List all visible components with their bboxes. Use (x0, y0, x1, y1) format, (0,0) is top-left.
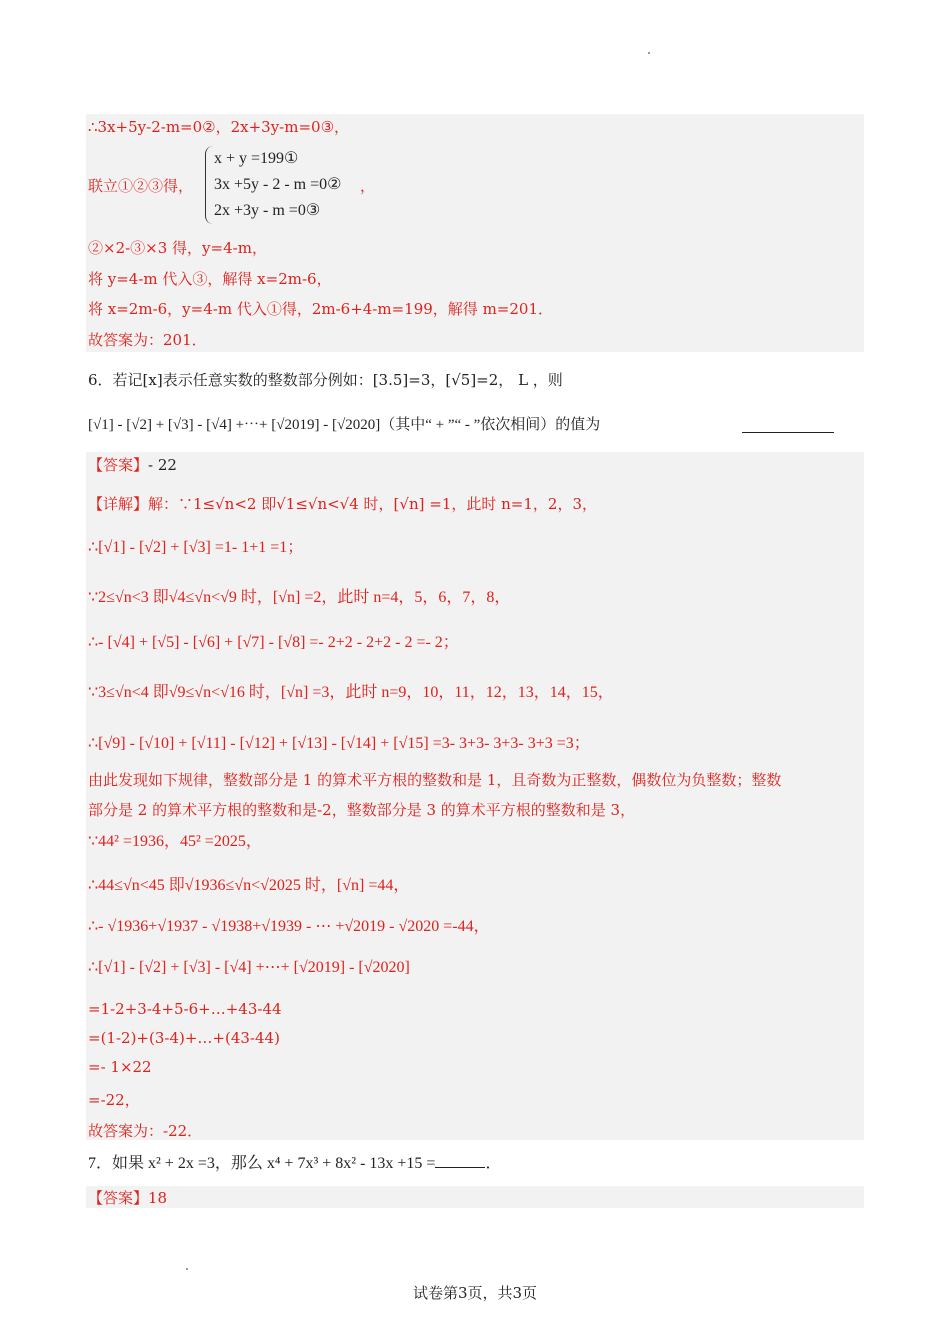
detail-line: 故答案为：-22． (88, 1122, 203, 1140)
footer-mark (186, 1268, 188, 1270)
answer-label: 【答案】 (88, 456, 149, 474)
detail-line: ∵2≤√n<3 即√4≤√n<√9 时，[√n] =2，此时 n=4，5，6，7，8， (88, 589, 511, 606)
detail-line: ∴- [√4] + [√5] - [√6] + [√7] - [√8] =- 2+2 - 2+2 - 2 =- 2； (88, 634, 459, 651)
question-7-text: 7．如果 x² + 2x =3，那么 x⁴ + 7x³ + 8x² - 13x +15 = (88, 1155, 436, 1172)
text-line: 联立①②③得， (88, 177, 194, 195)
solution-block-7 (86, 1186, 864, 1208)
answer-value: - 22 (148, 456, 177, 474)
answer-line (88, 454, 177, 476)
question-7-end: ． (485, 1155, 502, 1172)
equation-row: x + y =199① (214, 150, 299, 167)
detail-text: 解：∵1≤√n<2 即√1≤√n<√4 时，[√n] =1，此时 n=1，2，3， (148, 495, 597, 513)
answer-blank (435, 1153, 485, 1168)
question-7-line (88, 1153, 501, 1175)
detail-line: ∴[√1] - [√2] + [√3] - [√4] +⋯+ [√2019] - [√2020] (88, 959, 410, 976)
detail-label: 【详解】 (88, 495, 149, 513)
detail-line: ∴44≤√n<45 即√1936≤√n<√2025 时，[√n] =44， (88, 877, 410, 894)
header-mark (648, 52, 650, 54)
answer-line (88, 1187, 167, 1209)
detail-line: 由此发现如下规律，整数部分是 1 的算术平方根的整数和是 1，且奇数为正整数，偶数位为负整数；整数 (88, 771, 782, 789)
detail-line: ∴- √1936+√1937 - √1938+√1939 - ⋯ +√2019 - √2020 =-44， (88, 918, 490, 935)
detail-line: =-22， (88, 1091, 140, 1109)
text-line: ②×2-③×3 得，y=4-m， (88, 239, 267, 257)
detail-line: =1-2+3-4+5-6+…+43-44 (88, 1000, 282, 1018)
text-line: ， (360, 177, 376, 195)
detail-line: ∵44² =1936，45² =2025， (88, 833, 262, 850)
text-line: 将 x=2m-6，y=4-m 代入①得，2m-6+4-m=199，解得 m=201． (88, 300, 553, 318)
detail-line (88, 493, 597, 515)
answer-blank (742, 418, 834, 433)
detail-line: =- 1×22 (88, 1058, 152, 1076)
text-line: 将 y=4-m 代入③，解得 x=2m-6， (88, 270, 332, 288)
detail-line: ∵3≤√n<4 即√9≤√n<√16 时，[√n] =3，此时 n=9，10，11，12，13，14，15， (88, 684, 614, 701)
answer-value: 18 (148, 1189, 168, 1207)
detail-line: ∴[√1] - [√2] + [√3] =1- 1+1 =1； (88, 539, 304, 556)
equation-row: 2x +3y - m =0③ (214, 202, 321, 219)
equation-system (205, 146, 366, 224)
question-6-line-2: [√1] - [√2] + [√3] - [√4] +⋯+ [√2019] - [√2020]（其中“ + ”“ - ”依次相间）的值为 (88, 417, 601, 433)
page-footer: 试卷第3页，共3页 (412, 1284, 538, 1302)
question-6-line-1: 6．若记[x]表示任意实数的整数部分例如：[3.5]=3，[√5]=2， L ，则 (88, 371, 563, 389)
text-line: 故答案为：201． (88, 331, 207, 349)
detail-line: ∴[√9] - [√10] + [√11] - [√12] + [√13] - [√14] + [√15] =3- 3+3- 3+3- 3+3 =3； (88, 735, 590, 752)
answer-label: 【答案】 (88, 1189, 149, 1207)
detail-line: =(1-2)+(3-4)+…+(43-44) (88, 1029, 280, 1047)
equation-row: 3x +5y - 2 - m =0② (214, 176, 342, 193)
detail-line: 部分是 2 的算术平方根的整数和是-2，整数部分是 3 的算术平方根的整数和是 3， (88, 801, 636, 819)
text-line: ∴3x+5y-2-m=0②，2x+3y-m=0③， (88, 118, 350, 136)
